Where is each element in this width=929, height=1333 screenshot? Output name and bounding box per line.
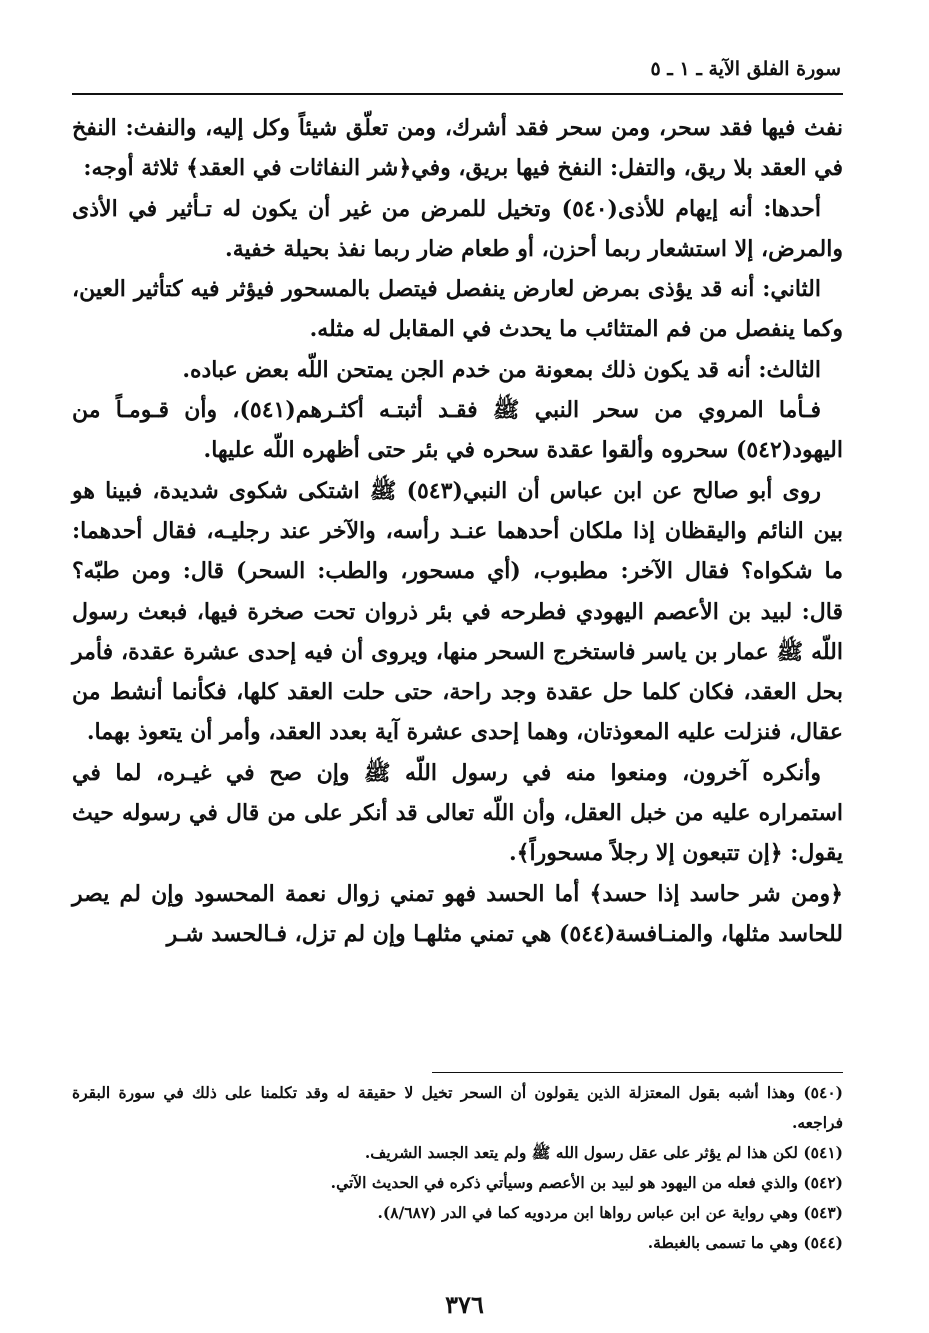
text-run: هي تمني مثلهـا وإن لم تزل، فـالحسد شـر	[166, 920, 559, 947]
text-run: وتخيل للمرض من غير أن يكون له تـأثير في الأذى والمرض، إلا استشعار ربما أحزن، أو طعام ضار ربما نفذ بحيلة خفية.	[72, 195, 843, 262]
footnotes	[72, 1078, 843, 1258]
paragraph-6	[72, 471, 843, 753]
quran-quote: ﴿شر النفاثات في العقد﴾	[186, 155, 412, 182]
main-text	[72, 108, 843, 954]
header-rule	[72, 93, 843, 95]
paragraph-7	[72, 753, 843, 874]
text-run: الثاني: أنه قد يؤذى بمرض لعارض ينفصل فيتصل بالمسحور فيؤثر فيه كتأثير العين، وكما ينفصل من فم المتثائب ما يحدث في المقابل له مثله.	[72, 276, 843, 343]
footnote-544: (٥٤٤) وهي ما تسمى بالغبطة.	[647, 1233, 843, 1252]
text-run: روى أبو صالح عن ابن عباس أن النبي	[462, 477, 821, 504]
text-run: الثالث: أنه قد يكون ذلك بمعونة من خدم الجن يمتحن اللّه بعض عباده.	[182, 356, 821, 383]
text-run: ، وأن قـومـاً من اليهود	[72, 397, 843, 464]
footnote-ref: (٥٤١)	[239, 397, 296, 424]
quran-quote: ﴿ومن شر حاسد إذا حسد﴾	[589, 880, 843, 907]
paragraph-3	[72, 269, 843, 350]
footnote-ref: (٥٤٠)	[561, 195, 618, 222]
paragraph-1	[72, 108, 843, 189]
text-run: نفث فيها فقد سحر، ومن سحر فقد أشرك، ومن تعلّق شيئاً وكل إليه، والنفث: النفخ في العقد بلا ريق، والتفل: النفخ فيها بريق، وفي	[72, 115, 843, 182]
footnote-ref: (٥٤٣)	[406, 477, 463, 504]
text-run: .	[508, 840, 517, 867]
paragraph-4	[72, 350, 843, 390]
footnote-ref: (٥٤٢)	[735, 437, 793, 464]
page-number: ٣٧٦	[445, 1290, 484, 1319]
footnote-ref: (٥٤٤)	[558, 920, 616, 947]
footnote-separator	[432, 1072, 843, 1073]
text-run: ثلاثة أوجه:	[83, 155, 187, 182]
footnote-541: (٥٤١) لكن هذا لم يؤثر على عقل رسول الله ﷺ ولم يتعد الجسد الشريف.	[364, 1143, 843, 1162]
footnote-542: (٥٤٢) والذي فعله من اليهود هو لبيد بن الأعصم وسيأتي ذكره في الحديث الآتي.	[330, 1173, 843, 1192]
paragraph-2	[72, 189, 843, 270]
paragraph-5	[72, 390, 843, 471]
text-run: وأنكره آخرون، ومنعوا منه في رسول اللّه ﷺ وإن صح في غيـره، لما في استمراره عليه من خبل العقل، وأن اللّه تعالى قد أنكر على من قال في رسوله حيث يقول:	[72, 759, 843, 867]
text-run: فـأما المروي من سحر النبي ﷺ فقـد أثبتـه أكثـرهم	[295, 397, 821, 424]
text-run: أما الحسد فهو تمني زوال نعمة المحسود وإن لم يصر للحاسد مثلها، والمنـافسة	[72, 880, 843, 947]
text-run: سحروه وألقوا عقدة سحره في بئر حتى أظهره اللّه عليها.	[203, 437, 736, 464]
footnote-540: (٥٤٠) وهذا أشبه بقول المعتزلة الذين يقولون أن السحر تخيل لا حقيقة له وقد تكلمنا على ذلك في سورة البقرة فراجعه.	[72, 1083, 843, 1132]
text-run: ﷺ اشتكى شكوى شديدة، فبينا هو بين النائم واليقظان إذا ملكان أحدهما عنـد رأسه، والآخر عند رجليـه، فقال أحدهما: ما شكواه؟ فقال الآخر: مطبوب، (أي مسحور، والطب: السحر) قال: ومن طبّه؟ قال: لبيد بن الأعصم اليهودي فطرحه في بئر ذروان تحت صخرة فيها، فبعث رسول اللّه ﷺ عمار بن ياسر فاستخرج السحر منها، ويروى أن فيه إحدى عشرة عقدة، فأمر بحل العقد، فكان كلما حل عقدة وجد راحة، حتى حلت العقد كلها، فكأنما أنشط من عقال، فنزلت عليه المعوذتان، وهما إحدى عشرة آية بعدد العقد، وأمر أن يتعوذ بهما.	[72, 477, 843, 746]
running-header: سورة الفلق الآية ـ ١ ـ ٥	[650, 58, 841, 80]
footnote-543: (٥٤٣) وهي رواية عن ابن عباس رواها ابن مردويه كما في الدر (٨/٦٨٧).	[377, 1203, 843, 1222]
quran-quote: ﴿إن تتبعون إلا رجلاً مسحوراً﴾	[516, 840, 783, 867]
paragraph-8	[72, 874, 843, 955]
text-run: أحدها: أنه إيهام للأذى	[617, 195, 821, 222]
